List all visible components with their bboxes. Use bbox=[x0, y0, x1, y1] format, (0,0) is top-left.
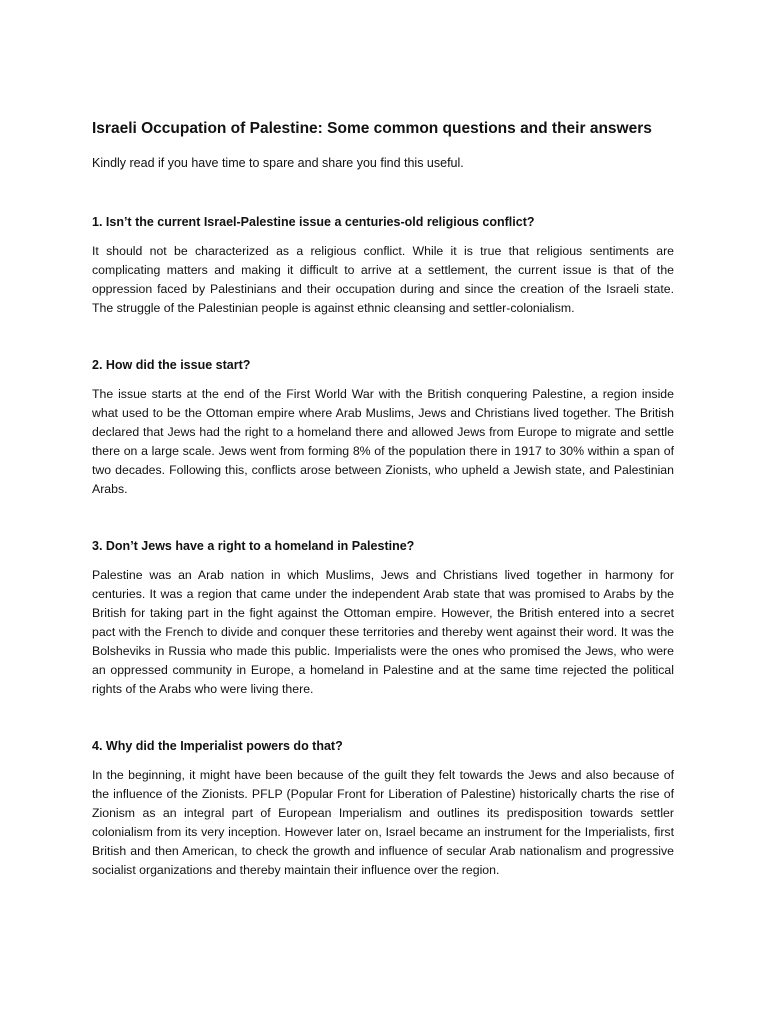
qa-section-4 bbox=[92, 737, 674, 880]
question-heading: 2. How did the issue start? bbox=[92, 358, 251, 372]
document-page bbox=[92, 118, 674, 880]
question-heading: 4. Why did the Imperialist powers do that? bbox=[92, 739, 343, 753]
question-heading: 1. Isn’t the current Israel-Palestine issue a centuries-old religious conflict? bbox=[92, 215, 535, 229]
answer-paragraph: In the beginning, it might have been because of the guilt they felt towards the Jews and also because of the influence of the Zionists. PFLP (Popular Front for Liberation of Palestine) historically charts the rise of Zionism as an integral part of European Imperialism and outlines its predisposition towards settler colonialism from its very inception. However later on, Israel became an instrument for the Imperialists, first British and then American, to check the growth and influence of secular Arab nationalism and progressive socialist organizations and thereby maintain their influence over the region. bbox=[92, 768, 674, 877]
qa-section-2 bbox=[92, 356, 674, 499]
document-title: Israeli Occupation of Palestine: Some common questions and their answers bbox=[92, 120, 652, 137]
intro-text: Kindly read if you have time to spare and share you find this useful. bbox=[92, 156, 464, 170]
question-heading: 3. Don’t Jews have a right to a homeland in Palestine? bbox=[92, 539, 415, 553]
qa-section-1 bbox=[92, 213, 674, 318]
answer-paragraph: Palestine was an Arab nation in which Muslims, Jews and Christians lived together in harmony for centuries. It was a region that came under the independent Arab state that was promised to Arabs by the British for taking part in the fight against the Ottoman empire. However, the British entered into a secret pact with the French to divide and conquer these territories and thereby went against their word. It was the Bolsheviks in Russia who made this public. Imperialists were the ones who promised the Jews, who were an oppressed community in Europe, a homeland in Palestine and at the same time rejected the political rights of the Arabs who were living there. bbox=[92, 568, 674, 696]
answer-paragraph: It should not be characterized as a religious conflict. While it is true that religious sentiments are complicating matters and making it difficult to arrive at a settlement, the current issue is that of the oppression faced by Palestinians and their occupation during and since the creation of the Israeli state. The struggle of the Palestinian people is against ethnic cleansing and settler-colonialism. bbox=[92, 244, 674, 315]
answer-paragraph: The issue starts at the end of the First World War with the British conquering Palestine, a region inside what used to be the Ottoman empire where Arab Muslims, Jews and Christians lived together. The British declared that Jews had the right to a homeland there and allowed Jews from Europe to migrate and settle there on a large scale. Jews went from forming 8% of the population there in 1917 to 30% within a span of two decades. Following this, conflicts arose between Zionists, who upheld a Jewish state, and Palestinian Arabs. bbox=[92, 387, 674, 496]
qa-section-3 bbox=[92, 537, 674, 699]
